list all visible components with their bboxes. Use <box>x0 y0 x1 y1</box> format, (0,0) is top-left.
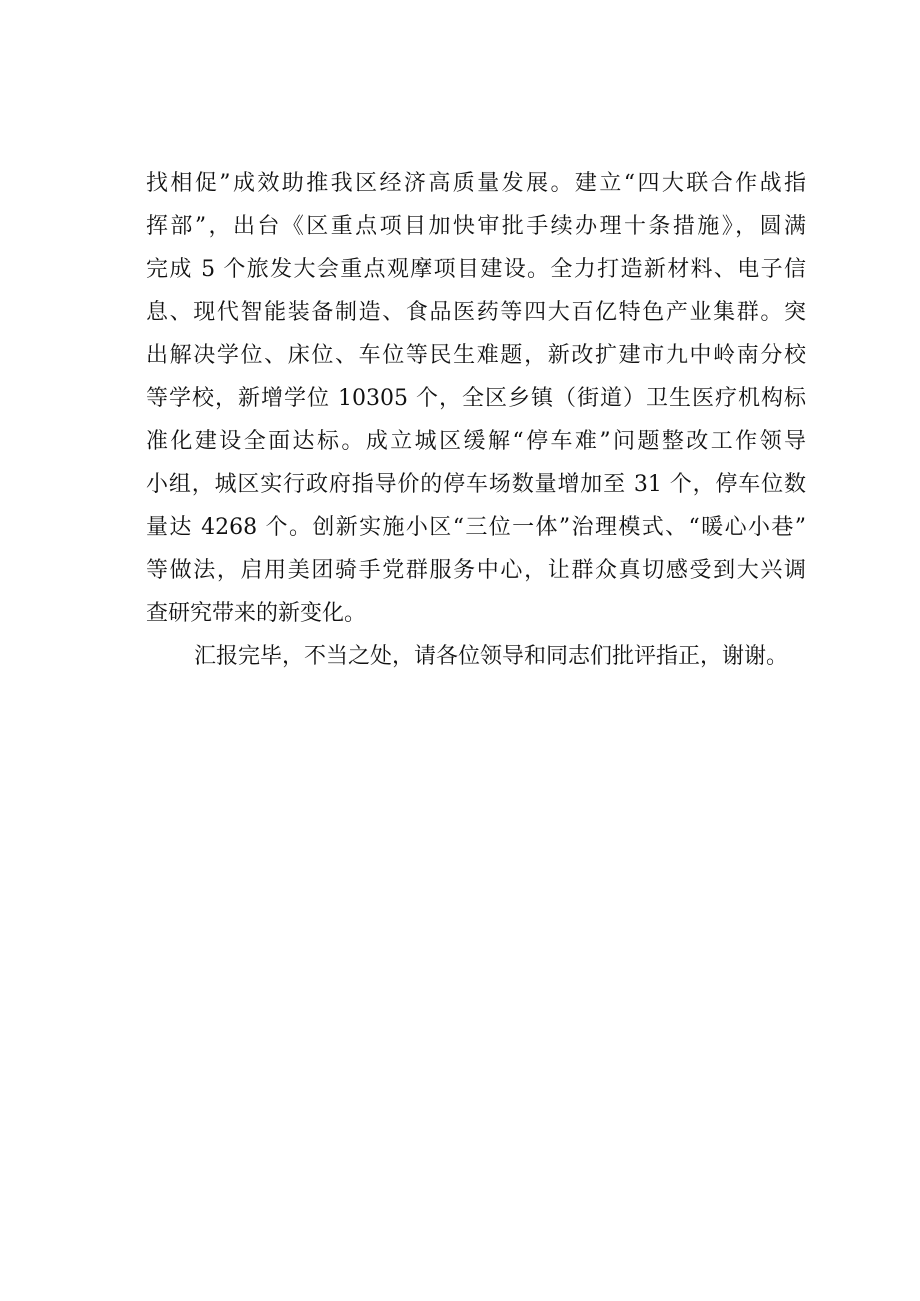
text-line: 量达 4268 个。创新实施小区“三位一体”治理模式、“暖心小巷” <box>146 515 806 540</box>
text-line: 完成 5 个旅发大会重点观摩项目建设。全力打造新材料、电子信 <box>146 257 806 282</box>
text-line: 找相促”成效助推我区经济高质量发展。建立“四大联合作战指 <box>146 171 806 196</box>
text-line: 挥部”，出台《区重点项目加快审批手续办理十条措施》，圆满 <box>146 214 806 239</box>
text-line: 息、现代智能装备制造、食品医药等四大百亿特色产业集群。突 <box>146 300 806 325</box>
paragraph-main <box>146 162 806 635</box>
text-line: 等做法，启用美团骑手党群服务中心，让群众真切感受到大兴调 <box>146 558 806 583</box>
paragraph-closing <box>146 635 806 678</box>
text-line: 出解决学位、床位、车位等民生难题，新改扩建市九中岭南分校 <box>146 343 806 368</box>
text-line: 小组，城区实行政府指导价的停车场数量增加至 31 个，停车位数 <box>146 472 806 497</box>
text-line: 准化建设全面达标。成立城区缓解“停车难”问题整改工作领导 <box>146 429 806 454</box>
text-line: 查研究带来的新变化。 <box>146 601 367 626</box>
document-body <box>146 162 806 678</box>
text-line: 等学校，新增学位 10305 个，全区乡镇（街道）卫生医疗机构标 <box>146 386 806 411</box>
closing-line: 汇报完毕，不当之处，请各位领导和同志们批评指正，谢谢。 <box>194 644 789 669</box>
